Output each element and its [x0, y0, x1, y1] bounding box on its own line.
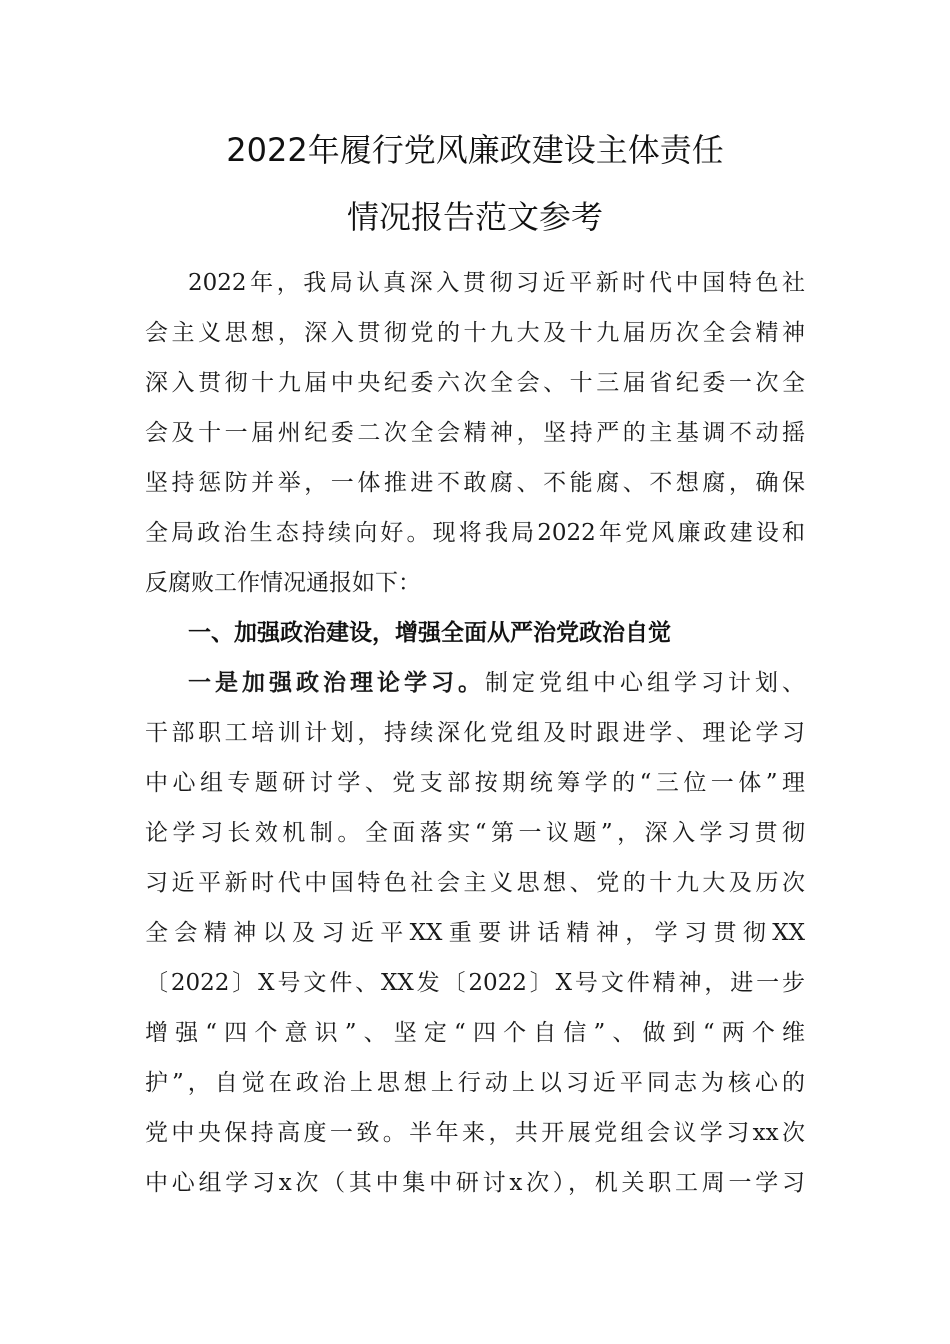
intro-paragraph-line: 深入贯彻十九届中央纪委六次全会、十三届省纪委一次全 — [145, 370, 805, 396]
intro-paragraph-line: 全局政治生态持续向好。现将我局2022年党风廉政建设和 — [145, 520, 805, 546]
item-paragraph-line: 论学习长效机制。全面落实“第一议题”，深入学习贯彻 — [145, 820, 805, 846]
intro-paragraph-line: 2022年，我局认真深入贯彻习近平新时代中国特色社 — [188, 270, 805, 296]
item-paragraph-line: 〔2022〕X号文件、XX发〔2022〕X号文件精神，进一步 — [145, 970, 805, 996]
item-paragraph-line: 中心组专题研讨学、党支部按期统筹学的“三位一体”理 — [145, 770, 805, 796]
intro-paragraph-line: 会及十一届州纪委二次全会精神，坚持严的主基调不动摇 — [145, 420, 805, 446]
item-first-line-rest: 制定党组中心组学习计划、 — [485, 670, 805, 696]
section-heading: 一、加强政治建设，增强全面从严治党政治自觉 — [188, 620, 671, 646]
item-lead-phrase: 一是加强政治理论学习。 — [188, 670, 485, 696]
item-paragraph-line: 中心组学习x次（其中集中研讨x次），机关职工周一学习 — [145, 1170, 805, 1196]
item-paragraph-line: 习近平新时代中国特色社会主义思想、党的十九大及历次 — [145, 870, 805, 896]
item-paragraph-line: 党中央保持高度一致。半年来，共开展党组会议学习xx次 — [145, 1120, 805, 1146]
document-title-line-2: 情况报告范文参考 — [346, 198, 603, 236]
intro-paragraph-line: 会主义思想，深入贯彻党的十九大及十九届历次全会精神 — [145, 320, 805, 346]
item-paragraph-line: 干部职工培训计划，持续深化党组及时跟进学、理论学习 — [145, 720, 805, 746]
item-paragraph-line: 护”，自觉在政治上思想上行动上以习近平同志为核心的 — [145, 1070, 805, 1096]
item-paragraph-line: 增强“四个意识”、坚定“四个自信”、做到“两个维 — [145, 1020, 805, 1046]
intro-paragraph-line: 反腐败工作情况通报如下： — [145, 570, 421, 596]
item-paragraph-line: 全会精神以及习近平XX重要讲话精神，学习贯彻XX — [145, 920, 805, 946]
intro-paragraph-line: 坚持惩防并举，一体推进不敢腐、不能腐、不想腐，确保 — [145, 470, 805, 496]
item-first-line — [188, 663, 805, 703]
document-title-line-1: 2022年履行党风廉政建设主体责任 — [226, 131, 724, 169]
